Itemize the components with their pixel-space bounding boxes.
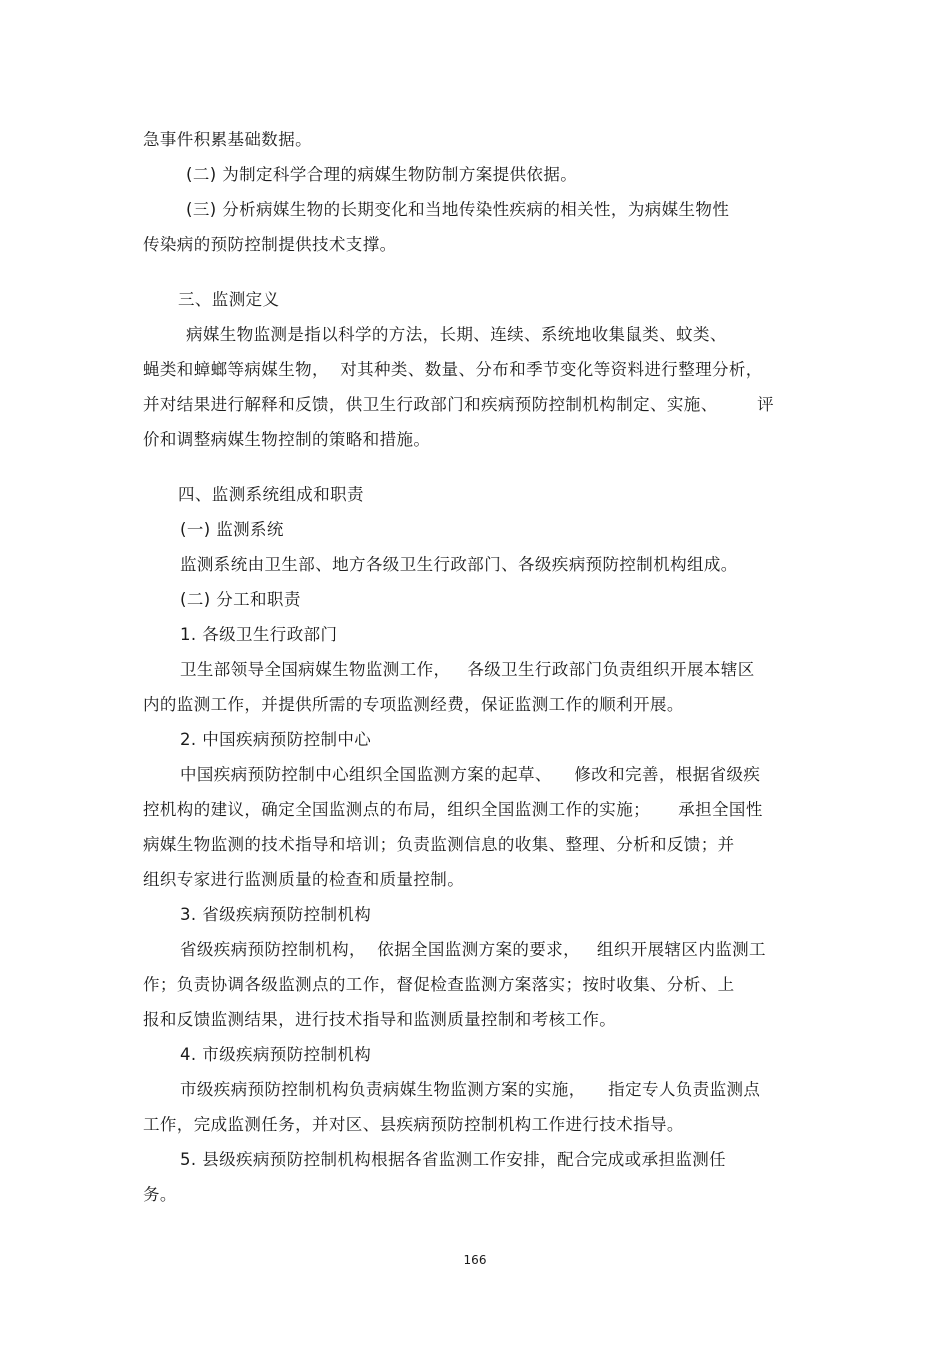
text-line: 中国疾病预防控制中心组织全国监测方案的起草、 修改和完善，根据省级疾 [180,765,761,784]
numbered-paragraph: 5. 县级疾病预防控制机构根据各省监测工作安排，配合完成或承担监测任 [180,1150,727,1169]
text-line: 急事件积累基础数据。 [143,130,312,149]
text-line: 省级疾病预防控制机构， 依据全国监测方案的要求， 组织开展辖区内监测工 [180,940,766,959]
text-line: 蝇类和蟑螂等病媒生物， 对其种类、数量、分布和季节变化等资料进行整理分析， [143,360,763,379]
section-heading: 四、监测系统组成和职责 [178,485,364,504]
page-number: 166 [463,1253,487,1267]
text-line: 务。 [143,1185,177,1204]
text-line: 病媒生物监测的技术指导和培训；负责监测信息的收集、整理、分析和反馈；并 [143,835,735,854]
list-item: (三) 分析病媒生物的长期变化和当地传染性疾病的相关性，为病媒生物性 [186,200,730,219]
text-line: 工作，完成监测任务，并对区、县疾病预防控制机构工作进行技术指导。 [143,1115,684,1134]
numbered-heading: 4. 市级疾病预防控制机构 [180,1045,372,1064]
list-item: (二) 为制定科学合理的病媒生物防制方案提供依据。 [186,165,578,184]
text-line: 传染病的预防控制提供技术支撑。 [143,235,397,254]
section-heading: 三、监测定义 [178,290,280,309]
text-line: 作；负责协调各级监测点的工作，督促检查监测方案落实；按时收集、分析、上 [143,975,735,994]
numbered-heading: 3. 省级疾病预防控制机构 [180,905,372,924]
text-line: 价和调整病媒生物控制的策略和措施。 [143,430,431,449]
text-line: 报和反馈监测结果，进行技术指导和监测质量控制和考核工作。 [143,1010,617,1029]
text-line: 内的监测工作，并提供所需的专项监测经费，保证监测工作的顺利开展。 [143,695,684,714]
text-line: 监测系统由卫生部、地方各级卫生行政部门、各级疾病预防控制机构组成。 [180,555,738,574]
text-line: 控机构的建议，确定全国监测点的布局，组织全国监测工作的实施； 承担全国性 [143,800,763,819]
text-line: 卫生部领导全国病媒生物监测工作， 各级卫生行政部门负责组织开展本辖区 [180,660,755,679]
numbered-heading: 2. 中国疾病预防控制中心 [180,730,372,749]
subsection-heading: (二) 分工和职责 [180,590,301,609]
text-line: 病媒生物监测是指以科学的方法，长期、连续、系统地收集鼠类、蚊类、 [186,325,727,344]
text-line: 并对结果进行解释和反馈，供卫生行政部门和疾病预防控制机构制定、实施、 评 [143,395,775,414]
text-line: 组织专家进行监测质量的检查和质量控制。 [143,870,465,889]
text-line: 市级疾病预防控制机构负责病媒生物监测方案的实施， 指定专人负责监测点 [180,1080,761,1099]
subsection-heading: (一) 监测系统 [180,520,284,539]
numbered-heading: 1. 各级卫生行政部门 [180,625,338,644]
